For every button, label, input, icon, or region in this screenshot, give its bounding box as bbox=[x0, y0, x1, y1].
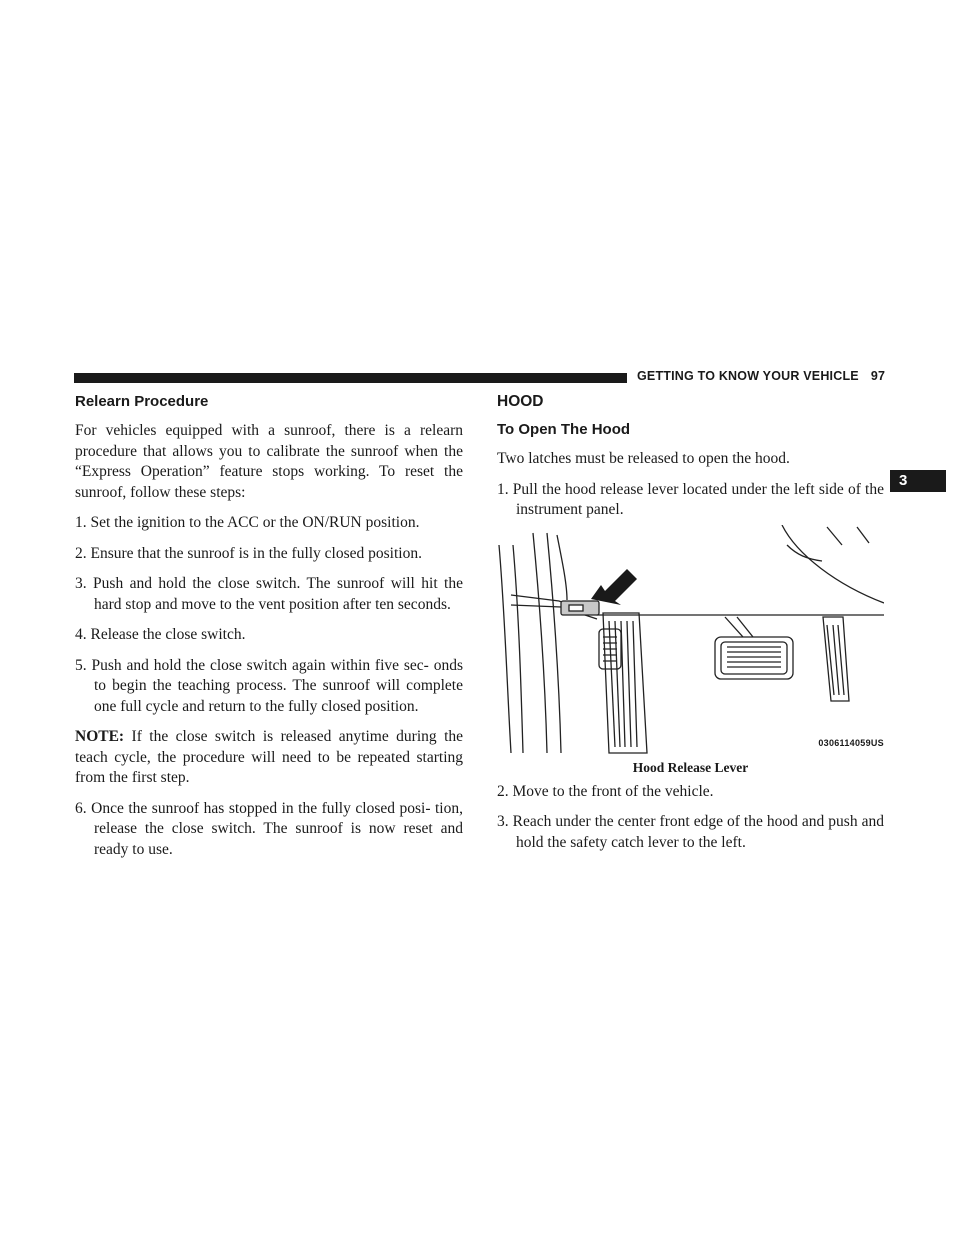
pointer-arrow-icon bbox=[591, 569, 637, 605]
page-number: 97 bbox=[870, 369, 886, 383]
hood-release-illustration bbox=[497, 525, 884, 755]
relearn-step-2: 2. Ensure that the sunroof is in the fully closed position. bbox=[75, 544, 422, 562]
figure-caption: Hood Release Lever bbox=[632, 759, 749, 775]
relearn-step-6: 6. Once the sunroof has stopped in the fully closed posi- tion, release the close switch. The sunroof is now reset and ready to use. bbox=[75, 799, 463, 858]
hood-release-figure bbox=[497, 525, 884, 755]
left-column bbox=[75, 393, 463, 860]
figure-code: 0306114059US bbox=[818, 737, 884, 748]
open-hood-heading: To Open The Hood bbox=[497, 421, 631, 438]
chapter-tab[interactable]: 3 bbox=[890, 470, 946, 492]
note-text: If the close switch is released anytime during the teach cycle, the procedure will need to be repeated starting from the first step. bbox=[75, 728, 463, 786]
note-label: NOTE: bbox=[75, 728, 125, 745]
header-title: GETTING TO KNOW YOUR VEHICLE bbox=[637, 369, 859, 383]
hood-step-1: 1. Pull the hood release lever located under the left side of the instrument panel. bbox=[497, 480, 884, 518]
relearn-step-4: 4. Release the close switch. bbox=[75, 626, 246, 643]
relearn-step-1: 1. Set the ignition to the ACC or the ON/RUN position. bbox=[75, 514, 420, 531]
running-header bbox=[637, 369, 885, 383]
right-column bbox=[497, 393, 884, 853]
hood-section-title: HOOD bbox=[497, 393, 544, 410]
header-rule bbox=[74, 373, 627, 383]
hood-step-3: 3. Reach under the center front edge of the hood and push and hold the safety catch lever to the left. bbox=[497, 813, 884, 851]
relearn-step-5: 5. Push and hold the close switch again within five sec- onds to begin the teaching process. The sunroof will complete one full cycle and return to the fully closed position. bbox=[75, 656, 463, 715]
hood-intro: Two latches must be released to open the hood. bbox=[497, 450, 790, 467]
relearn-heading: Relearn Procedure bbox=[75, 393, 209, 410]
relearn-intro: For vehicles equipped with a sunroof, there is a relearn procedure that allows you to calibrate the sunroof when the “Express Operation” feature stops working. To reset the sunroof, follow these steps: bbox=[75, 422, 463, 501]
relearn-step-3: 3. Push and hold the close switch. The sunroof will hit the hard stop and move to the vent position after ten seconds. bbox=[75, 575, 463, 613]
note bbox=[75, 727, 463, 789]
hood-step-2: 2. Move to the front of the vehicle. bbox=[497, 782, 714, 800]
